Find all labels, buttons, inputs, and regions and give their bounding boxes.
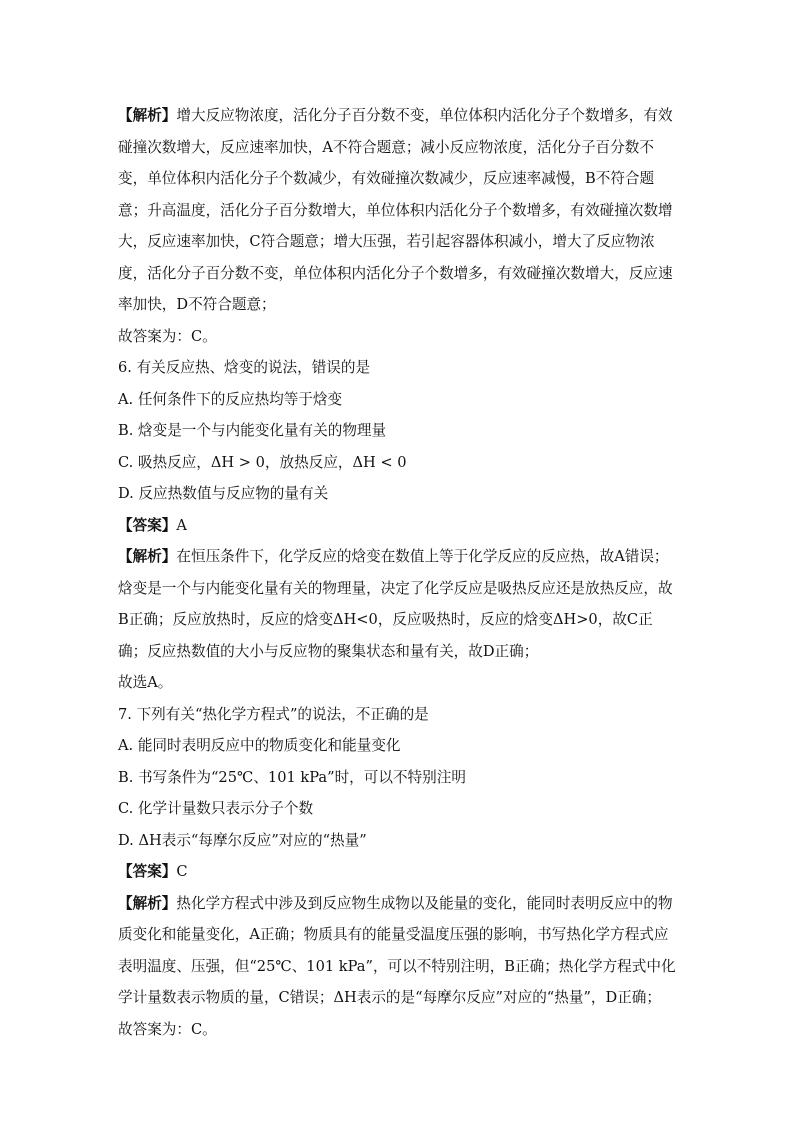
q6-answer bbox=[118, 510, 678, 542]
document-body bbox=[118, 100, 678, 1045]
prev-conclusion: 故答案为：C。 bbox=[118, 327, 217, 345]
analysis-text: 增大反应物浓度，活化分子百分数不变，单位体积内活化分子个数增多，有效碰撞次数增大，反应速率加快，A不符合题意；减小反应物浓度，活化分子百分数不变，单位体积内活化分子个数减少，有效碰撞次数减少，反应速率减慢，B不符合题意；升高温度，活化分子百分数增大，单位体积内活化分子个数增多，有效碰撞次数增大，反应速率加快，C符合题意；增大压强，若引起容器体积减小，增大了反应物浓度，活化分子百分数不变，单位体积内活化分子个数增多，有效碰撞次数增大，反应速率加快，D不符合题意； bbox=[118, 107, 673, 313]
q7-option-c: C. 化学计量数只表示分子个数 bbox=[118, 800, 314, 817]
q6-option-c: C. 吸热反应，ΔH > 0，放热反应，ΔH < 0 bbox=[118, 453, 407, 471]
analysis-tag: 【解析】 bbox=[118, 107, 177, 124]
q6-analysis bbox=[118, 541, 678, 667]
q7-option-a: A. 能同时表明反应中的物质变化和能量变化 bbox=[118, 737, 401, 754]
q6-option-b: B. 焓变是一个与内能变化量有关的物理量 bbox=[118, 422, 387, 439]
answer-value: C bbox=[176, 863, 188, 880]
answer-tag: 【答案】 bbox=[118, 516, 177, 534]
q7-option-b: B. 书写条件为“25℃、101 kPa”时，可以不特别注明 bbox=[118, 768, 466, 786]
q6-option-d: D. 反应热数值与反应物的量有关 bbox=[118, 485, 329, 502]
analysis-text: 热化学方程式中涉及到反应物生成物以及能量的变化，能同时表明反应中的物质变化和能量变化，A正确；物质具有的能量受温度压强的影响，书写热化学方程式应表明温度、压强，但“25℃、101 kPa”，可以不特别注明，B正确；热化学方程式中化学计量数表示物质的量，C错误；ΔH表示的是“每摩尔反应”对应的“热量”，D正确； bbox=[118, 894, 676, 1006]
analysis-tag: 【解析】 bbox=[118, 548, 177, 565]
question-6-stem: 6. 有关反应热、焓变的说法，错误的是 bbox=[118, 359, 371, 376]
answer-tag: 【答案】 bbox=[118, 863, 177, 880]
question-7-stem: 7. 下列有关“热化学方程式”的说法，不正确的是 bbox=[118, 705, 429, 723]
answer-value: A bbox=[176, 516, 187, 534]
q6-conclusion: 故选A。 bbox=[118, 674, 173, 691]
analysis-tag: 【解析】 bbox=[118, 894, 177, 912]
prev-analysis bbox=[118, 100, 678, 321]
q7-analysis bbox=[118, 888, 678, 1014]
analysis-text: 在恒压条件下，化学反应的焓变在数值上等于化学反应的反应热，故A错误；焓变是一个与内能变化量有关的物理量，决定了化学反应是吸热反应还是放热反应，故B正确；反应放热时，反应的焓变ΔH<0，反应吸热时，反应的焓变ΔH>0，故C正确；反应热数值的大小与反应物的聚集状态和量有关，故D正确； bbox=[118, 548, 673, 660]
q7-conclusion: 故答案为：C。 bbox=[118, 1020, 217, 1038]
q7-option-d: D. ΔH表示“每摩尔反应”对应的“热量” bbox=[118, 831, 367, 849]
q7-answer bbox=[118, 856, 678, 888]
q6-option-a: A. 任何条件下的反应热均等于焓变 bbox=[118, 390, 343, 408]
